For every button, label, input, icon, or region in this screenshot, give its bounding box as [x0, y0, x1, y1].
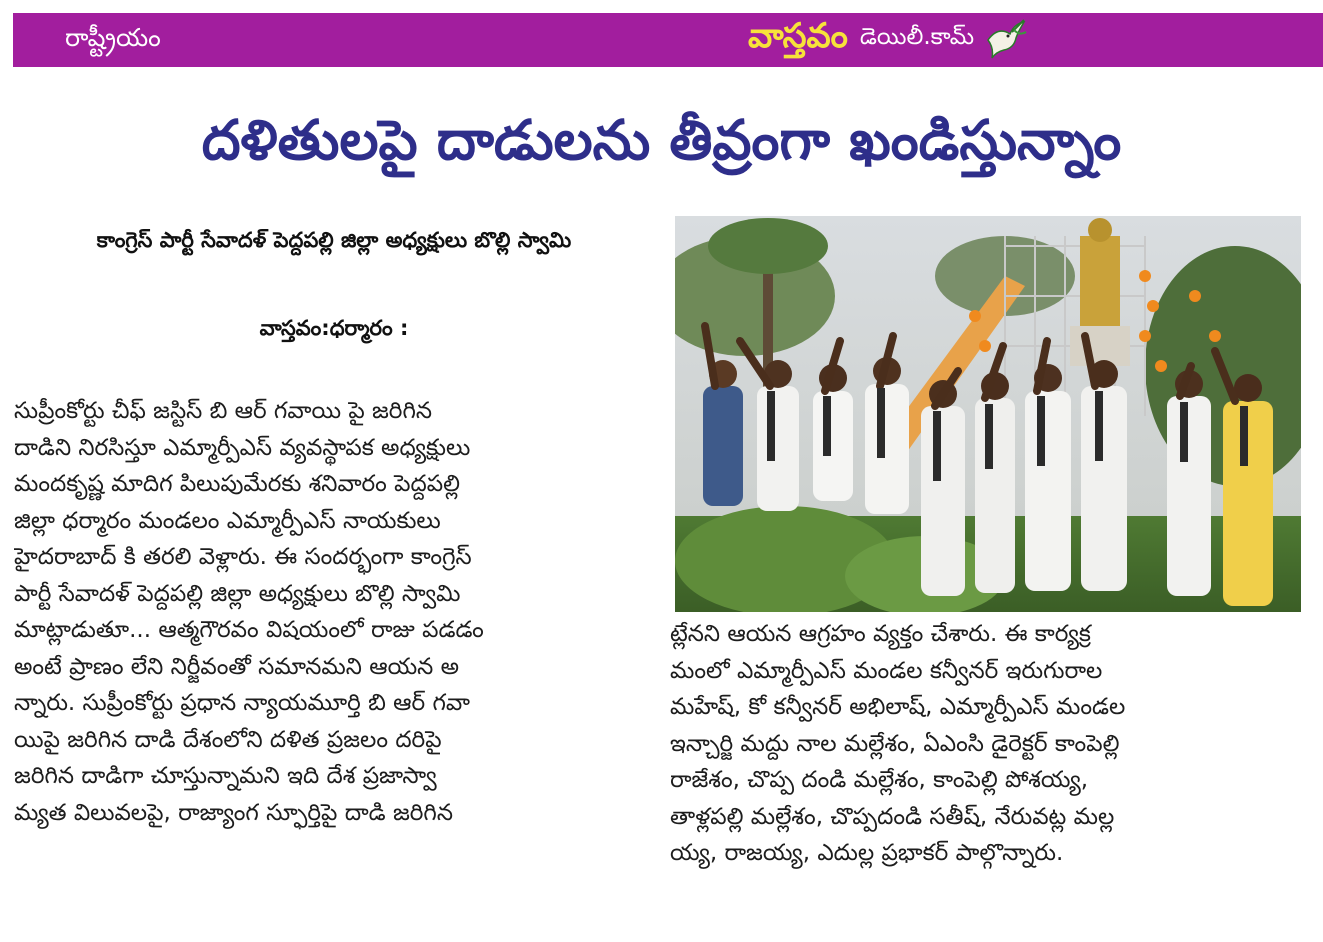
headline: దళితులపై దాడులను తీవ్రంగా ఖండిస్తున్నాం — [201, 108, 1122, 172]
news-photo — [675, 216, 1301, 612]
brand — [748, 15, 1028, 65]
body-line: ట్లేనని ఆయన ఆగ్రహం వ్యక్తం చేశారు. ఈ కార్యక్ర — [670, 621, 1091, 647]
body-line: మ్యత విలువలపై, రాజ్యాంగ స్ఫూర్తిపై దాడి జరిగిన — [14, 799, 453, 826]
body-line: పార్టీ సేవాదళ్ పెద్దపల్లి జిల్లా అధ్యక్షులు బొల్లి స్వామి — [14, 580, 461, 607]
header-bar — [13, 13, 1323, 67]
brand-domain: డెయిలీ.కామ్ — [859, 24, 975, 50]
article-body-right — [670, 616, 1295, 872]
body-line: య్య, రాజయ్య, ఎదుల్ల ప్రభాకర్ పాల్గొన్నారు. — [670, 840, 1064, 866]
body-line: ఇన్చార్జి మద్దు నాల మల్లేశం, ఏఎంసి డైరెక్టర్ కాంపెల్లి — [670, 730, 1120, 757]
body-line: జరిగిన దాడిగా చూస్తున్నామని ఇది దేశ ప్రజాస్వా — [14, 763, 437, 789]
subhead: కాంగ్రెస్ పార్టీ సేవాదళ్ పెద్దపల్లి జిల్లా అధ్యక్షులు బొల్లి స్వామి — [96, 228, 572, 252]
body-line: తాళ్లపల్లి మల్లేశం, చొప్పదండి సతీష్, నేరువట్ల మల్ల — [670, 803, 1115, 830]
body-line: మహేష్, కో కన్వీనర్ అభిలాష్, ఎమ్మార్పీఎస్ మండల — [670, 694, 1126, 720]
body-line: సుప్రీంకోర్టు చీఫ్ జస్టిస్ బి ఆర్ గవాయి పై జరిగిన — [14, 398, 433, 424]
article-body-left — [14, 393, 654, 831]
body-line: హైదరాబాద్ కి తరలి వెళ్లారు. ఈ సందర్భంగా కాంగ్రెస్ — [14, 544, 472, 570]
section-label: రాష్ట్రీయం — [65, 23, 161, 52]
body-line: రాజేశం, చొప్ప దండి మల్లేశం, కాంపెల్లి పోశయ్య, — [670, 767, 1089, 793]
body-line: అంటే ప్రాణం లేని నిర్జీవంతో సమానమని ఆయన అ — [14, 653, 460, 680]
bird-logo-icon — [984, 18, 1028, 62]
brand-name: వాస్తవం — [748, 16, 848, 56]
body-line: మాట్లాడుతూ... ఆత్మగౌరవం విషయంలో రాజు పడడం — [14, 617, 484, 643]
body-line: మందకృష్ణ మాదిగ పిలుపుమేరకు శనివారం పెద్దపల్లి — [14, 471, 460, 497]
body-line: మంలో ఎమ్మార్పీఎస్ మండల కన్వీనర్ ఇరుగురాల — [670, 657, 1103, 684]
body-line: జిల్లా ధర్మారం మండలం ఎమ్మార్పీఎస్ నాయకులు — [14, 507, 441, 534]
protest-group-photo — [675, 216, 1301, 612]
body-line: న్నారు. సుప్రీంకోర్టు ప్రధాన న్యాయమూర్తి బి ఆర్ గవా — [14, 690, 470, 716]
dateline: వాస్తవం:ధర్మారం : — [259, 316, 409, 340]
body-line: దాడిని నిరసిస్తూ ఎమ్మార్పీఎస్ వ్యవస్థాపక అధ్యక్షులు — [14, 434, 471, 461]
body-line: యిపై జరిగిన దాడి దేశంలోని దళిత ప్రజలం దరిపై — [14, 726, 442, 753]
